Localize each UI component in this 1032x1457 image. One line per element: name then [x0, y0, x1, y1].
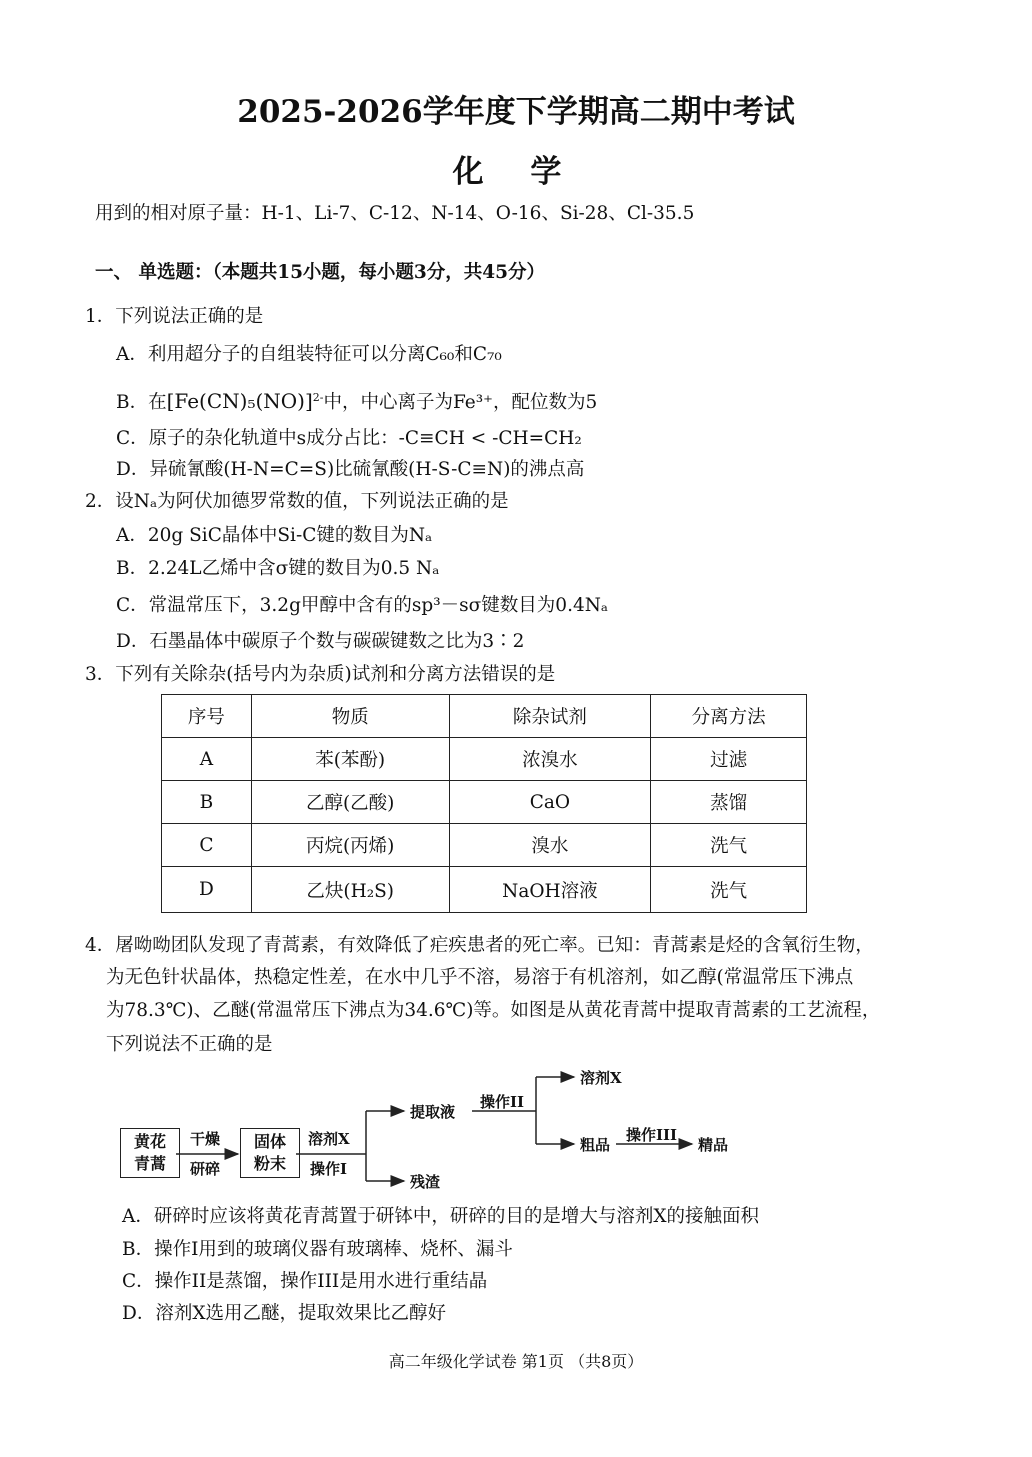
exam-title: 2025-2026学年度下学期高二期中考试: [237, 94, 795, 130]
step1-top-label: 干燥: [190, 1130, 221, 1148]
q4-stem-line1: 4．屠呦呦团队发现了青蒿素，有效降低了疟疾患者的死亡率。已知：青蒿素是烃的含氧衍生物，: [85, 935, 874, 956]
page-footer: 高二年级化学试卷 第1页 （共8页）: [388, 1352, 644, 1371]
solvent-recovered-label: 溶剂X: [580, 1069, 622, 1087]
table-cell: B: [162, 781, 252, 824]
q1-option-b-pre: B．在: [116, 392, 167, 414]
q4-option-b: B．操作I用到的玻璃仪器有玻璃棒、烧杯、漏斗: [122, 1239, 513, 1260]
q2-option-d: D．石墨晶体中碳原子个数与碳碳键数之比为3∶2: [116, 631, 525, 652]
q1-option-b-post: 中，中心离子为Fe³⁺，配位数为5: [323, 392, 598, 414]
raw-material-line2: 青蒿: [133, 1154, 166, 1173]
q4-option-d: D．溶剂X选用乙醚，提取效果比乙醇好: [122, 1303, 447, 1324]
q1-option-a: A．利用超分子的自组装特征可以分离C₆₀和C₇₀: [116, 344, 502, 365]
op3-label: 操作III: [626, 1126, 678, 1144]
table-cell: 过滤: [651, 738, 807, 781]
q4-stem-line3: 为78.3℃)、乙醚(常温常压下沸点为34.6℃)等。如图是从黄花青蒿中提取青蒿素的工艺流程，: [106, 1000, 881, 1021]
q2-option-a: A．20g SiC晶体中Si-C键的数目为Nₐ: [116, 525, 433, 546]
table-cell: 苯(苯酚): [251, 738, 449, 781]
q2-option-c: C．常温常压下，3.2g甲醇中含有的sp³－sσ键数目为0.4Nₐ: [116, 595, 609, 616]
table-cell: 乙醇(乙酸): [251, 781, 449, 824]
q1-option-b-complex: [Fe(CN)₅(NO)]: [166, 389, 313, 414]
powder-line2: 粉末: [253, 1154, 286, 1173]
table-cell: 浓溴水: [449, 738, 651, 781]
q4-option-a: A．研碎时应该将黄花青蒿置于研钵中，研碎的目的是增大与溶剂X的接触面积: [122, 1206, 760, 1227]
subject-title: 化 学: [452, 154, 580, 190]
step1-bottom-label: 研碎: [190, 1160, 221, 1178]
q4-stem-line2: 为无色针状晶体，热稳定性差，在水中几乎不溶，易溶于有机溶剂，如乙醇(常温常压下沸点: [106, 967, 854, 988]
table-cell: 洗气: [651, 824, 807, 867]
section-heading: 一、 单选题：（本题共15小题，每小题3分，共45分）: [95, 262, 546, 283]
raw-material-box: [120, 1128, 180, 1178]
step2-bottom-label: 操作I: [310, 1160, 348, 1178]
table-header-cell: 除杂试剂: [449, 695, 651, 738]
table-cell: 溴水: [449, 824, 651, 867]
q1-option-c: C．原子的杂化轨道中s成分占比：-C≡CH < -CH=CH₂: [116, 428, 582, 449]
table-header-cell: 分离方法: [651, 695, 807, 738]
q1-option-b-charge: 2-: [312, 391, 324, 404]
table-cell: D: [162, 867, 252, 913]
raw-material-line1: 黄花: [133, 1132, 166, 1151]
q2-stem: 2．设Nₐ为阿伏加德罗常数的值，下列说法正确的是: [85, 491, 509, 512]
pure-label: 精品: [698, 1136, 729, 1154]
powder-box: [240, 1128, 300, 1178]
q1-option-d: D．异硫氰酸(H-N=C=S)比硫氰酸(H-S-C≡N)的沸点高: [116, 459, 585, 480]
q1-stem: 1．下列说法正确的是: [85, 306, 264, 327]
table-cell: A: [162, 738, 252, 781]
table-cell: 洗气: [651, 867, 807, 913]
powder-line1: 固体: [253, 1132, 286, 1151]
table-header-cell: 物质: [251, 695, 449, 738]
table-cell: 蒸馏: [651, 781, 807, 824]
table-cell: 丙烷(丙烯): [251, 824, 449, 867]
op2-label: 操作II: [480, 1093, 525, 1111]
table-cell: 乙炔(H₂S): [251, 867, 449, 913]
step2-top-label: 溶剂X: [308, 1130, 350, 1148]
residue-label: 残渣: [410, 1173, 441, 1191]
q2-option-b: B．2.24L乙烯中含σ键的数目为0.5 Nₐ: [116, 558, 440, 579]
crude-label: 粗品: [580, 1136, 611, 1154]
q3-stem: 3．下列有关除杂(括号内为杂质)试剂和分离方法错误的是: [85, 664, 556, 685]
extract-label: 提取液: [410, 1103, 456, 1121]
table-cell: CaO: [449, 781, 651, 824]
table-cell: NaOH溶液: [449, 867, 651, 913]
q4-stem-line4: 下列说法不正确的是: [106, 1034, 273, 1055]
table-header-cell: 序号: [162, 695, 252, 738]
atomic-masses: 用到的相对原子量：H-1、Li-7、C-12、N-14、O-16、Si-28、Cl-35.5: [95, 203, 695, 224]
table-cell: C: [162, 824, 252, 867]
q4-option-c: C．操作II是蒸馏，操作III是用水进行重结晶: [122, 1271, 488, 1292]
